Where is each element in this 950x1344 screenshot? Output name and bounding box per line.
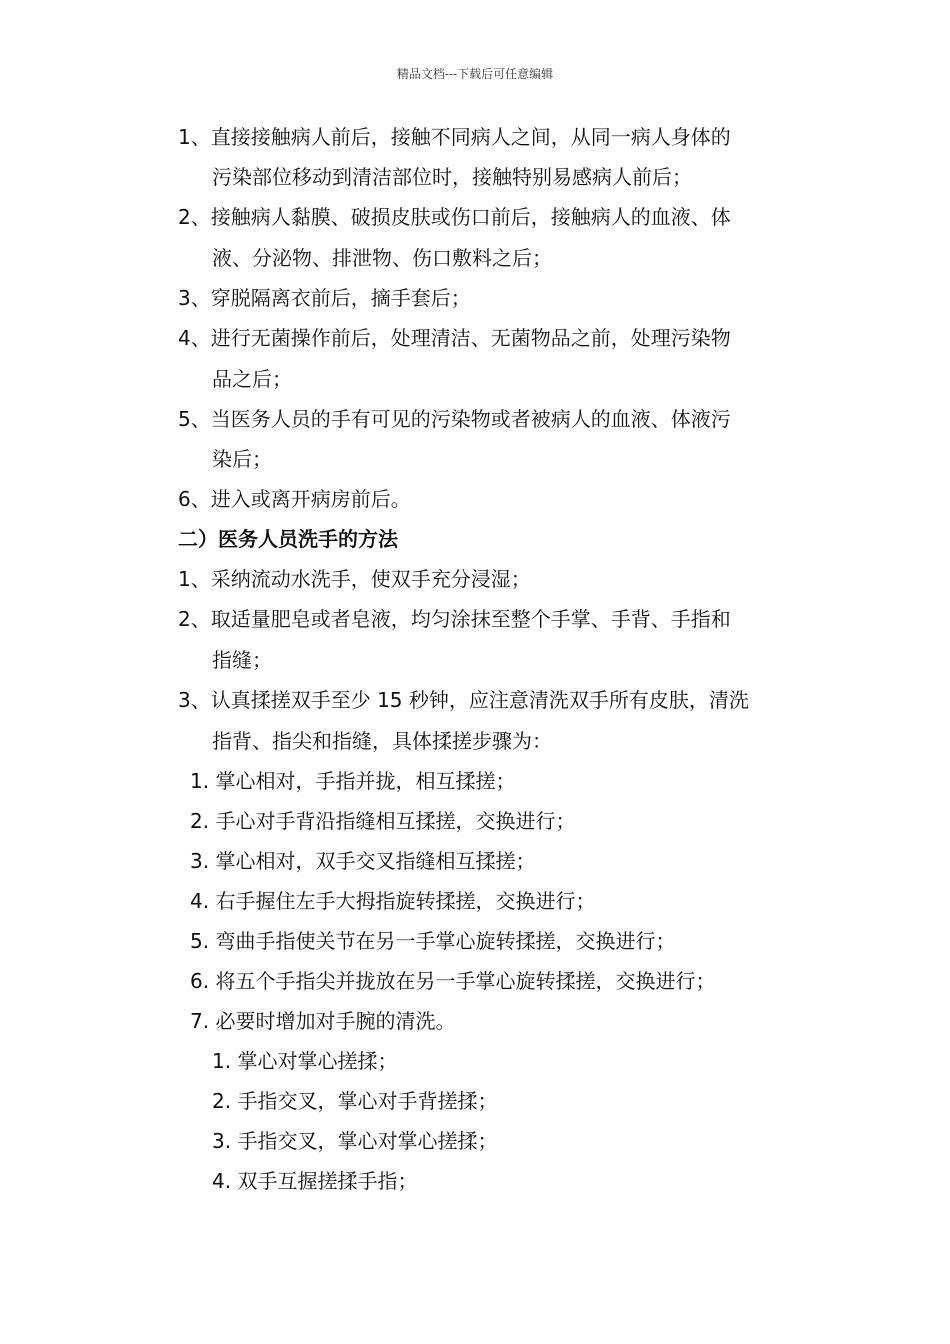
list-item: 4. 右手握住左手大拇指旋转揉搓，交换进行； [190,889,596,913]
list-item: 3. 掌心相对，双手交叉指缝相互揉搓； [190,849,536,873]
text-line: 液、分泌物、排泄物、伤口敷料之后； [212,246,552,270]
list-item: 1. 掌心相对，手指并拢，相互揉搓； [190,769,516,793]
text-line: 3、穿脱隔离衣前后，摘手套后； [178,286,471,310]
list-item: 2. 手心对手背沿指缝相互揉搓，交换进行； [190,809,576,833]
list-item: 5. 弯曲手指使关节在另一手掌心旋转揉搓，交换进行； [190,929,676,953]
text-line: 指背、指尖和指缝，具体揉搓步骤为： [212,729,552,753]
text-line: 6、进入或离开病房前后。 [178,487,411,511]
text-line: 4、进行无菌操作前后，处理清洁、无菌物品之前，处理污染物 [178,326,731,350]
text-line: 2、取适量肥皂或者皂液，均匀涂抹至整个手掌、手背、手指和 [178,607,731,631]
text-line: 指缝； [212,648,272,672]
sub-list-item: 3. 手指交叉，掌心对掌心搓揉； [212,1129,498,1153]
text-line: 5、当医务人员的手有可见的污染物或者被病人的血液、体液污 [178,407,731,431]
section-heading: 二）医务人员洗手的方法 [178,527,398,551]
text-line: 1、采纳流动水洗手，使双手充分浸湿； [178,567,531,591]
sub-list-item: 4. 双手互握搓揉手指； [212,1169,418,1193]
text-line: 染后； [212,447,272,471]
text-line: 污染部位移动到清洁部位时，接触特别易感病人前后； [212,165,692,189]
text-line: 品之后； [212,367,292,391]
page-header: 精品文档---下载后可任意编辑 [396,67,554,81]
text-line: 2、接触病人黏膜、破损皮肤或伤口前后，接触病人的血液、体 [178,205,731,229]
sub-list-item: 2. 手指交叉，掌心对手背搓揉； [212,1089,498,1113]
text-line: 1、直接接触病人前后，接触不同病人之间，从同一病人身体的 [178,125,731,149]
list-item: 7. 必要时增加对手腕的清洗。 [190,1009,456,1033]
list-item: 6. 将五个手指尖并拢放在另一手掌心旋转揉搓，交换进行； [190,969,716,993]
sub-list-item: 1. 掌心对掌心搓揉； [212,1049,398,1073]
text-line: 3、认真揉搓双手至少 15 秒钟，应注意清洗双手所有皮肤，清洗 [178,688,749,712]
